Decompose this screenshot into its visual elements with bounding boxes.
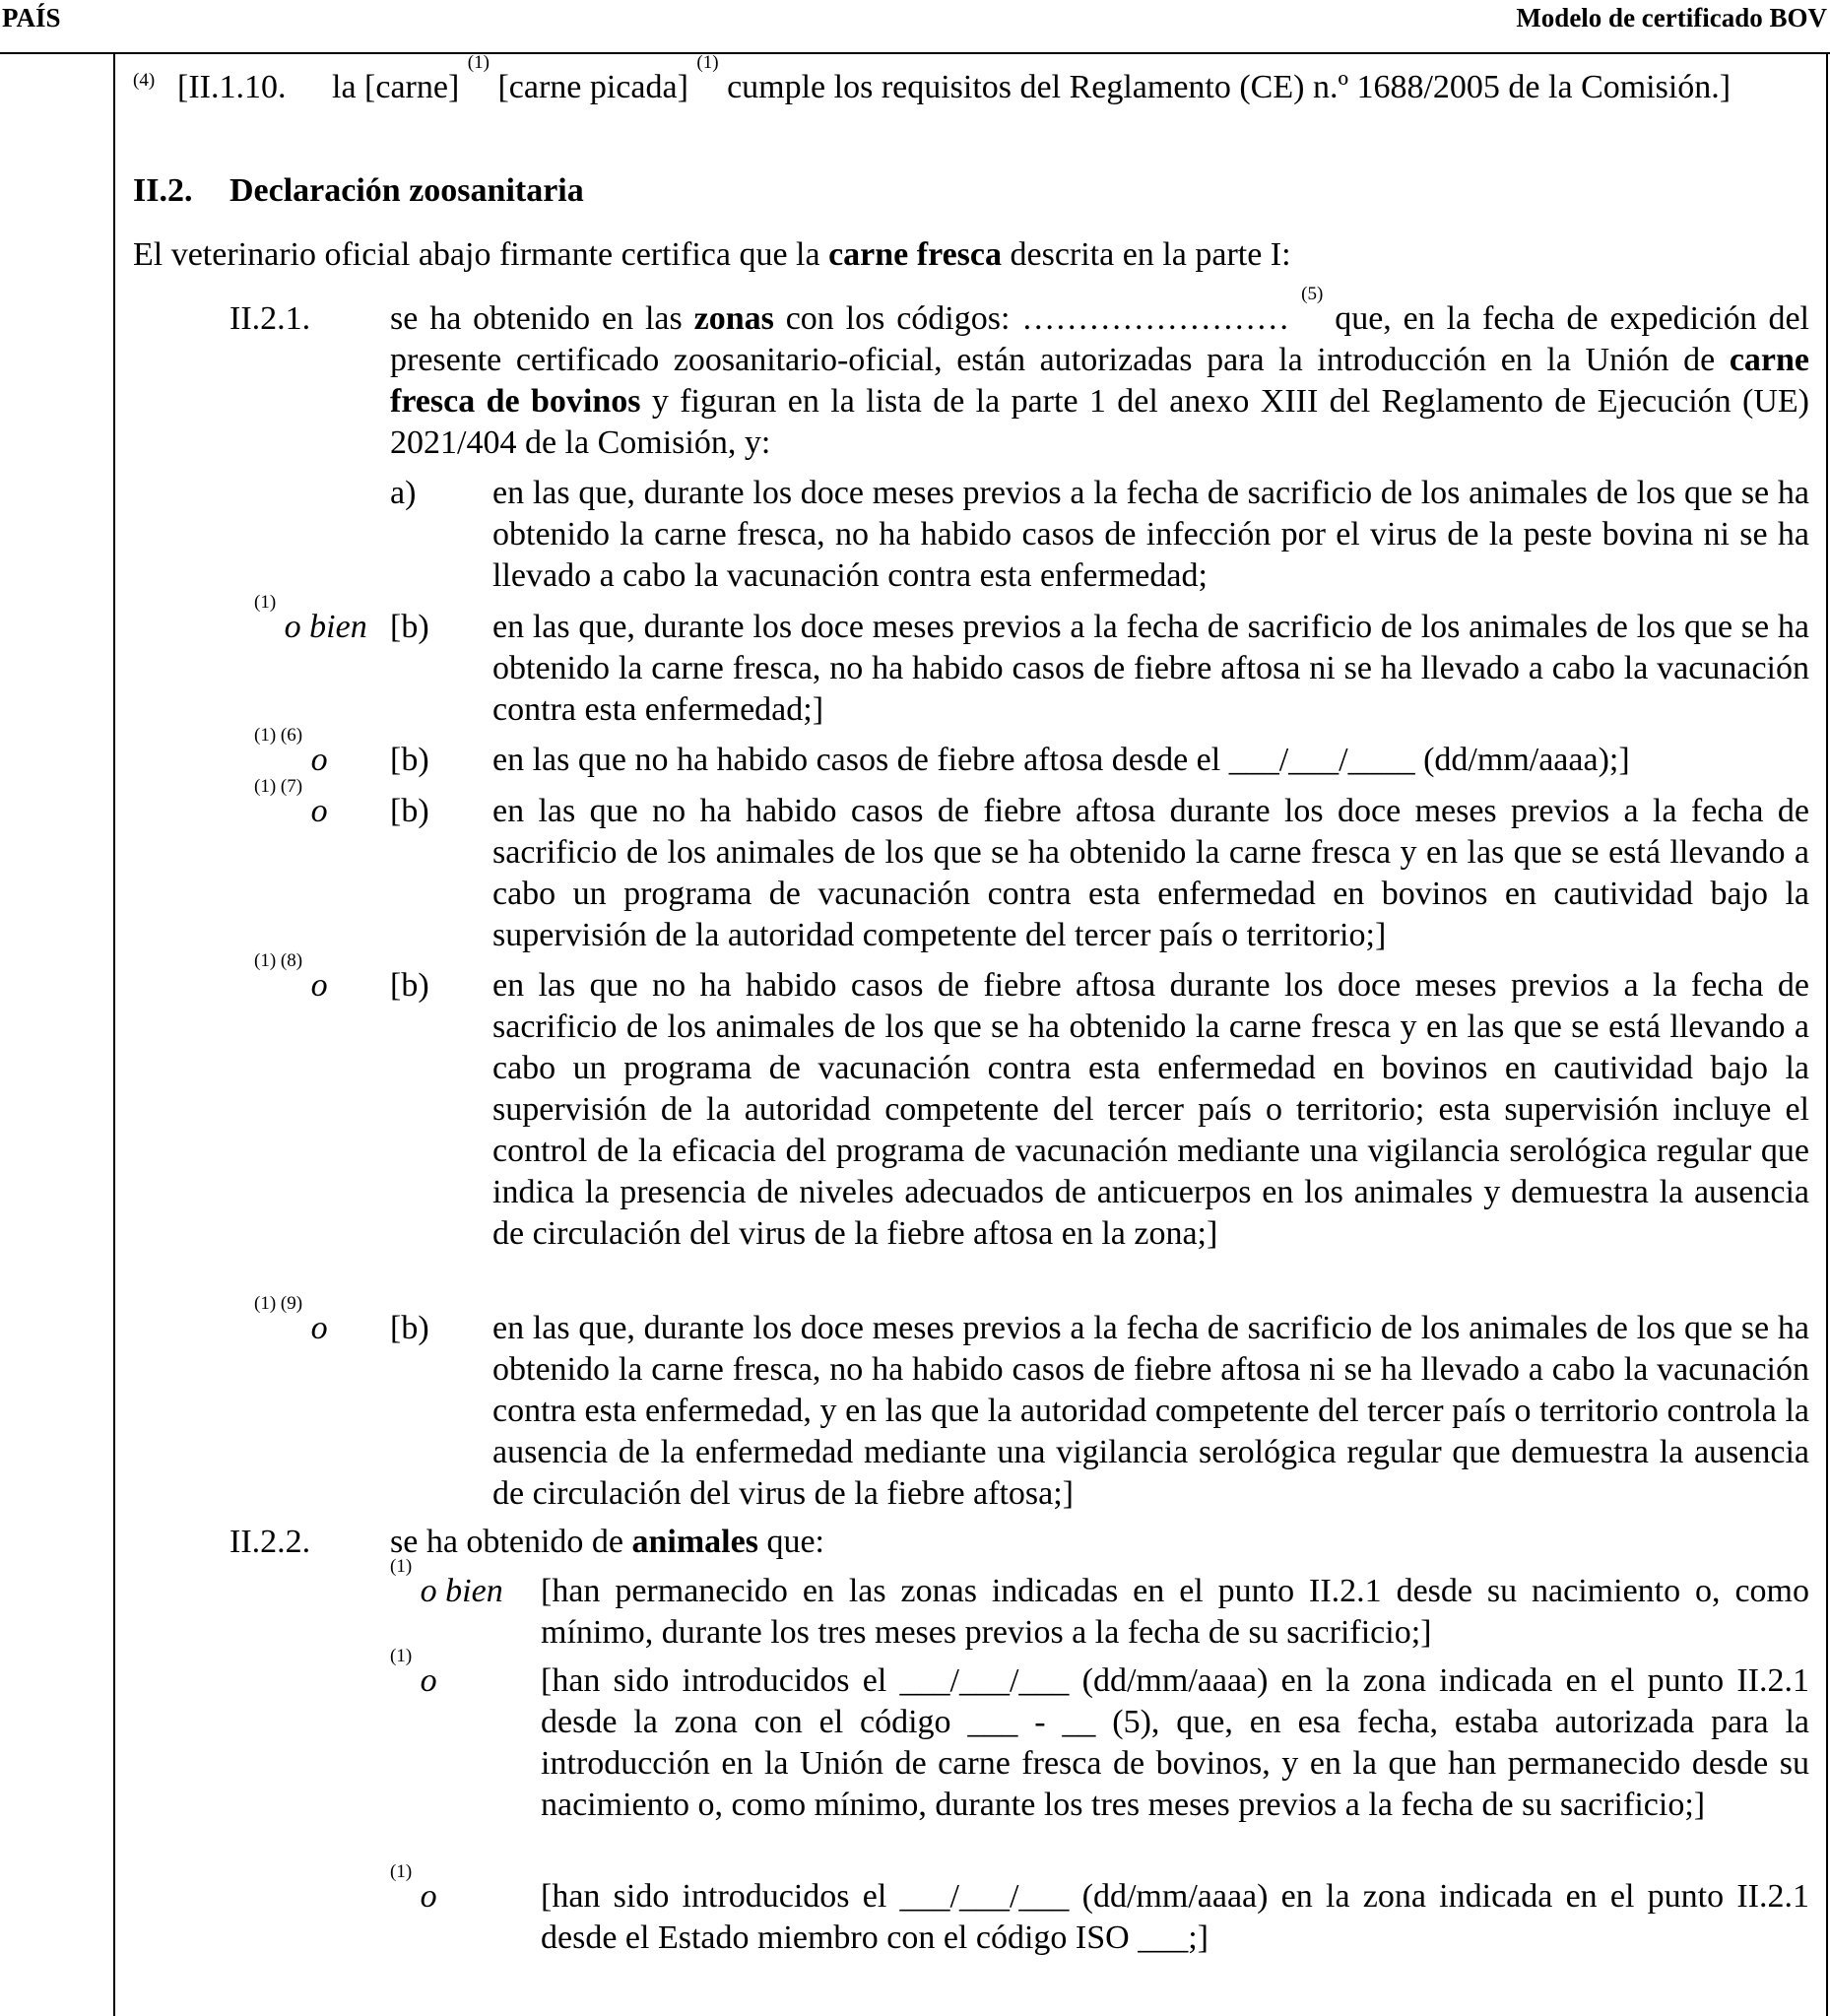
item-label: [b) bbox=[390, 742, 429, 778]
certificate-model-label: Modelo de certificado BOV bbox=[1516, 3, 1827, 33]
item-label: a) bbox=[390, 475, 417, 511]
item-label: [b) bbox=[390, 609, 429, 645]
item-prefix: $^{(1)}$ o bien bbox=[390, 1556, 503, 1609]
footnote-ref-4: (4) bbox=[133, 70, 156, 91]
item-text: en las que no ha habido casos de fiebre aftosa durante los doce meses previos a la fecha de sacrificio de los animales de los que se ha obtenido la carne fresca y en las que se está llevando a cabo un programa de vacunación contra esta enfermedad en bovinos en cautividad bajo la supervisión de la autoridad competente del tercer país o territorio;] bbox=[492, 793, 1809, 953]
intro-statement: El veterinario oficial abajo firmante certifica que la carne fresca descrita en la parte I: bbox=[133, 236, 1291, 273]
item-prefix: $^{(1)}$ o bbox=[390, 1646, 437, 1699]
clause-text: se ha obtenido en las zonas con los códigos: …………………… $^{(5)}$ que, en la fecha de expedición del presente certificado zoosanitario-oficial, están autorizadas para la introducción en la Unión de carne fresca de bovinos y figuran en la lista de la parte 1 del anexo XIII del Reglamento de Ejecución (UE) 2021/404 de la Comisión, y: bbox=[390, 284, 1810, 461]
item-prefix: $^{(1) (7)}$ o bbox=[254, 776, 328, 829]
paragraph-number: [II.1.10. bbox=[177, 69, 287, 105]
item-prefix: $^{(1) (9)}$ o bbox=[254, 1293, 328, 1346]
item-label: [b) bbox=[390, 793, 429, 829]
item-prefix: $^{(1) (8)}$ o bbox=[254, 950, 328, 1004]
section-number: II.2. bbox=[133, 172, 193, 209]
item-text: en las que, durante los doce meses previos a la fecha de sacrificio de los animales de los que se ha obtenido la carne fresca, no ha habido casos de fiebre aftosa ni se ha llevado a cabo la vacunación contra esta enfermedad, y en las que la autoridad competente del tercer país o territorio controla la ausencia de la enfermedad mediante una vigilancia serológica regular que demuestra la ausencia de circulación del virus de la fiebre aftosa;] bbox=[492, 1310, 1809, 1512]
item-text: [han sido introducidos el ___/___/___ (dd/mm/aaaa) en la zona indicada en el punto II.2.1 desde el Estado miembro con el código ISO ___;] bbox=[541, 1878, 1809, 1956]
item-prefix: $^{(1)}$ o bbox=[390, 1861, 437, 1915]
item-text: [han sido introducidos el ___/___/___ (dd/mm/aaaa) en la zona indicada en el punto II.2.1 desde la zona con el código ___ - __ (5), que, en esa fecha, estaba autorizada para la introducción en la Unión de carne fresca de bovinos, y en la que han permanecido desde su nacimiento o, como mínimo, durante los tres meses previos a la fecha de su sacrificio;] bbox=[541, 1662, 1809, 1823]
item-prefix: $^{(1) (6)}$ o bbox=[254, 725, 328, 778]
item-text: en las que no ha habido casos de fiebre aftosa desde el ___/___/____ (dd/mm/aaaa);] bbox=[492, 742, 1630, 778]
section-title: Declaración zoosanitaria bbox=[229, 172, 584, 209]
item-text: [han permanecido en las zonas indicadas en el punto II.2.1 desde su nacimiento o, como mínimo, durante los tres meses previos a la fecha de su sacrificio;] bbox=[541, 1573, 1809, 1651]
clause-number: II.2.2. bbox=[229, 1524, 311, 1560]
item-label: [b) bbox=[390, 1310, 429, 1346]
country-label: PAÍS bbox=[2, 3, 61, 33]
item-text: en las que, durante los doce meses previos a la fecha de sacrificio de los animales de los que se ha obtenido la carne fresca, no ha habido casos de infección por el virus de la peste bovina ni se ha llevado a cabo la vacunación contra esta enfermedad; bbox=[492, 475, 1809, 594]
clause-text: se ha obtenido de animales que: bbox=[390, 1524, 824, 1560]
paragraph-text: la [carne] $^{(1)}$ [carne picada] $^{(1)}$ cumple los requisitos del Reglamento (CE) n.º 1688/2005 de la Comisión.] bbox=[332, 52, 1732, 105]
item-prefix: $^{(1)}$ o bien bbox=[254, 592, 367, 645]
item-text: en las que, durante los doce meses previos a la fecha de sacrificio de los animales de los que se ha obtenido la carne fresca, no ha habido casos de fiebre aftosa ni se ha llevado a cabo la vacunación contra esta enfermedad;] bbox=[492, 609, 1809, 728]
item-label: [b) bbox=[390, 967, 429, 1004]
item-text: en las que no ha habido casos de fiebre aftosa durante los doce meses previos a la fecha de sacrificio de los animales de los que se ha obtenido la carne fresca y en las que se está llevando a cabo un programa de vacunación contra esta enfermedad en bovinos en cautividad bajo la supervisión de la autoridad competente del tercer país o territorio; esta supervisión incluye el control de la eficacia del programa de vacunación mediante una vigilancia serológica regular que indica la presencia de niveles adecuados de anticuerpos en los animales y demuestra la ausencia de circulación del virus de la fiebre aftosa en la zona;] bbox=[492, 967, 1809, 1252]
clause-number: II.2.1. bbox=[229, 300, 311, 337]
